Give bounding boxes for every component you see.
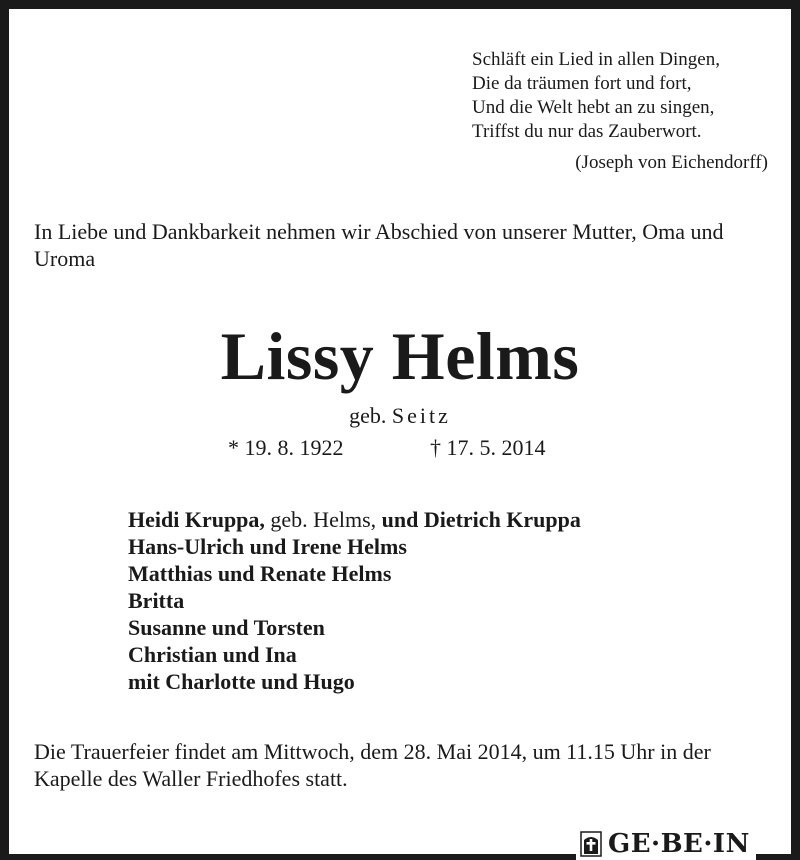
publisher-logo — [576, 828, 756, 860]
poem-line: Triffst du nur das Zauberwort. — [472, 121, 702, 142]
family-line: Britta — [128, 588, 185, 613]
family-line: Susanne und Torsten — [128, 615, 325, 640]
poem-line: Die da träumen fort und fort, — [472, 73, 692, 94]
deceased-name: Lissy Helms — [220, 318, 580, 394]
intro-text: In Liebe und Dankbarkeit nehmen wir Abschied von unserer Mutter, Oma und Uroma — [34, 219, 724, 271]
family-line — [128, 506, 581, 533]
family-name: Heidi Kruppa, — [128, 507, 265, 532]
poem-line: Und die Welt hebt an zu singen, — [472, 97, 715, 118]
birth-date: * 19. 8. 1922 — [228, 435, 344, 460]
logo-text: GE·BE·IN — [608, 829, 750, 859]
maiden-surname: Seitz — [391, 403, 451, 428]
poem-line: Schläft ein Lied in allen Dingen, — [472, 49, 720, 70]
maiden-name-prefix: geb. — [349, 403, 387, 428]
family-line: Christian und Ina — [128, 642, 297, 667]
family-list — [128, 506, 581, 695]
family-line: Hans-Ulrich und Irene Helms — [128, 534, 407, 559]
gebein-logo-icon — [580, 831, 602, 857]
poem-author: (Joseph von Eichendorff) — [575, 152, 768, 173]
family-line: mit Charlotte und Hugo — [128, 669, 355, 694]
service-info: Die Trauerfeier findet am Mittwoch, dem 28. Mai 2014, um 11.15 Uhr in der Kapelle des Waller Friedhofes statt. — [34, 739, 711, 791]
family-name: und Dietrich Kruppa — [381, 507, 581, 532]
poem — [472, 48, 720, 144]
death-date: † 17. 5. 2014 — [430, 435, 546, 460]
family-line: Matthias und Renate Helms — [128, 561, 392, 586]
maiden-name — [0, 403, 800, 429]
family-maiden-note: geb. Helms, — [264, 507, 382, 532]
